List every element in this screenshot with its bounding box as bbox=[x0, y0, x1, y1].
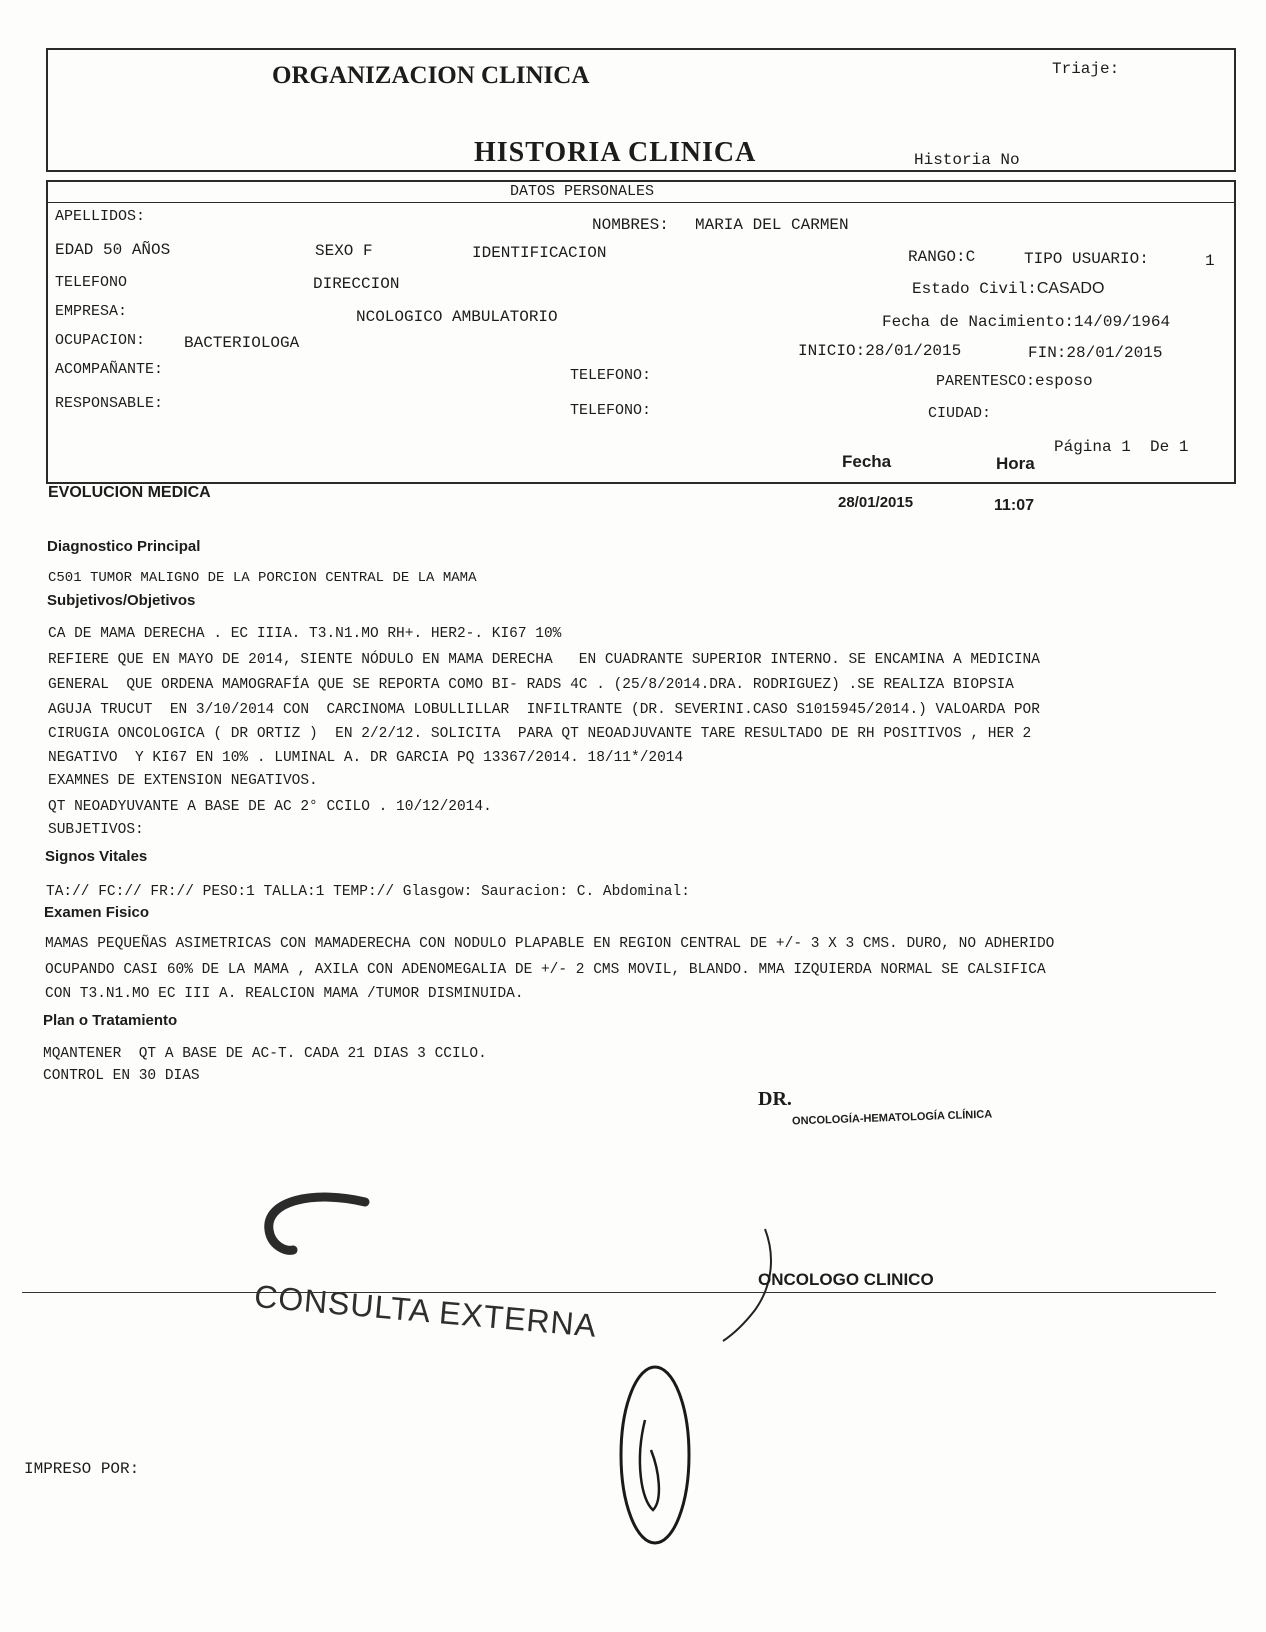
subjective-title: Subjetivos/Objetivos bbox=[47, 592, 196, 609]
plan-title: Plan o Tratamiento bbox=[43, 1012, 178, 1029]
start-date: INICIO:28/01/2015 bbox=[798, 342, 962, 360]
range-value: C bbox=[965, 248, 976, 266]
signature-title: ONCOLOGO CLINICO bbox=[758, 1270, 934, 1289]
exam-line: OCUPANDO CASI 60% DE LA MAMA , AXILA CON ADENOMEGALIA DE +/- 2 CMS MOVIL, BLANDO. MMA IZQUIERDA NORMAL SE CALSIFICA bbox=[45, 962, 1046, 978]
names-label: NOMBRES: bbox=[592, 216, 669, 234]
section-title-divider bbox=[48, 202, 1234, 203]
relationship: PARENTESCO:esposo bbox=[936, 372, 1093, 390]
exam-title: Examen Fisico bbox=[44, 904, 150, 921]
consulta-stamp-text: CONSULTA EXTERNA bbox=[252, 1278, 599, 1344]
subjective-line: SUBJETIVOS: bbox=[48, 822, 144, 838]
civil-status: Estado Civil:CASADO bbox=[912, 280, 1105, 298]
address-label: DIRECCION bbox=[313, 275, 400, 293]
subjective-line: NEGATIVO Y KI67 EN 10% . LUMINAL A. DR GARCIA PQ 13367/2014. 18/11*/2014 bbox=[48, 750, 684, 766]
user-type-value: 1 bbox=[1205, 252, 1215, 270]
subjective-line: GENERAL QUE ORDENA MAMOGRAFÍA QUE SE REPORTA COMO BI- RADS 4C . (25/8/2014.DRA. RODRIGUEZ) .SE REALIZA BIOPSIA bbox=[48, 677, 1014, 693]
birth-date-value: 14/09/1964 bbox=[1074, 313, 1171, 331]
organization-name: ORGANIZACION CLINICA bbox=[272, 62, 590, 89]
companion-label: ACOMPAÑANTE: bbox=[55, 361, 164, 378]
phone-label: TELEFONO bbox=[55, 274, 128, 291]
age-value: EDAD 50 AÑOS bbox=[55, 241, 171, 259]
page-info: Página 1 De 1 bbox=[1054, 438, 1189, 456]
start-date-value: 28/01/2015 bbox=[865, 342, 962, 360]
company-value: NCOLOGICO AMBULATORIO bbox=[356, 308, 558, 326]
surname-label: APELLIDOS: bbox=[55, 208, 146, 225]
exam-line: MAMAS PEQUEÑAS ASIMETRICAS CON MAMADERECHA CON NODULO PLAPABLE EN REGION CENTRAL DE +/- 3 X 3 CMS. DURO, NO ADHERIDO bbox=[45, 936, 1055, 952]
diagnosis-text: C501 TUMOR MALIGNO DE LA PORCION CENTRAL DE LA MAMA bbox=[48, 570, 477, 586]
vitals-text: TA:// FC:// FR:// PESO:1 TALLA:1 TEMP:// Glasgow: Sauracion: C. Abdominal: bbox=[46, 884, 690, 900]
civil-status-value: CASADO bbox=[1036, 280, 1105, 297]
date-header: Fecha bbox=[842, 452, 892, 471]
subjective-line: CIRUGIA ONCOLOGICA ( DR ORTIZ ) EN 2/2/12. SOLICITA PARA QT NEOADJUVANTE TARE RESULTADO DE RH POSITIVOS , HER 2 bbox=[48, 726, 1032, 742]
company-label: EMPRESA: bbox=[55, 303, 128, 320]
relationship-value: esposo bbox=[1035, 372, 1093, 390]
document-title: HISTORIA CLINICA bbox=[474, 137, 757, 168]
responsible-label: RESPONSABLE: bbox=[55, 395, 164, 412]
companion-phone-label: TELEFONO: bbox=[570, 367, 652, 384]
subjective-line: QT NEOADYUVANTE A BASE DE AC 2° CCILO . 10/12/2014. bbox=[48, 799, 492, 815]
end-date: FIN:28/01/2015 bbox=[1028, 344, 1163, 362]
subjective-line: AGUJA TRUCUT EN 3/10/2014 CON CARCINOMA LOBULLILLAR INFILTRANTE (DR. SEVERINI.CASO S1015945/2014.) VALOARDA POR bbox=[48, 702, 1040, 718]
plan-line: MQANTENER QT A BASE DE AC-T. CADA 21 DIAS 3 CCILO. bbox=[43, 1046, 487, 1062]
evolution-time: 11:07 bbox=[994, 497, 1035, 514]
exam-line: CON T3.N1.MO EC III A. REALCION MAMA /TUMOR DISMINUIDA. bbox=[45, 986, 524, 1002]
signature-line bbox=[22, 1292, 1216, 1293]
sex-value: SEXO F bbox=[315, 242, 373, 260]
responsible-phone-label: TELEFONO: bbox=[570, 402, 652, 419]
section-title: DATOS PERSONALES bbox=[510, 183, 655, 200]
subjective-line: EXAMNES DE EXTENSION NEGATIVOS. bbox=[48, 773, 318, 789]
occupation-label: OCUPACION: bbox=[55, 332, 146, 349]
handwritten-initial bbox=[605, 1360, 705, 1550]
occupation-value: BACTERIOLOGA bbox=[184, 334, 300, 352]
evolution-date: 28/01/2015 bbox=[838, 494, 914, 511]
identification-label: IDENTIFICACION bbox=[472, 244, 607, 262]
range-label: RANGO:C bbox=[908, 248, 976, 266]
names-value: MARIA DEL CARMEN bbox=[695, 216, 849, 234]
vitals-title: Signos Vitales bbox=[45, 848, 148, 865]
triage-label: Triaje: bbox=[1052, 60, 1120, 78]
printed-by-label: IMPRESO POR: bbox=[24, 1460, 140, 1478]
time-header: Hora bbox=[996, 454, 1035, 473]
plan-line: CONTROL EN 30 DIAS bbox=[43, 1068, 200, 1084]
subjective-line: REFIERE QUE EN MAYO DE 2014, SIENTE NÓDULO EN MAMA DERECHA EN CUADRANTE SUPERIOR INTERNO. SE ENCAMINA A MEDICINA bbox=[48, 652, 1040, 668]
record-number-label: Historia No bbox=[914, 151, 1020, 169]
evolution-title: EVOLUCION MEDICA bbox=[48, 484, 211, 501]
user-type-label: TIPO USUARIO: bbox=[1024, 250, 1149, 268]
subjective-line: CA DE MAMA DERECHA . EC IIIA. T3.N1.MO RH+. HER2-. KI67 10% bbox=[48, 626, 562, 642]
doctor-stamp-name: DR. bbox=[758, 1088, 792, 1110]
city-label: CIUDAD: bbox=[928, 405, 992, 422]
consulta-stamp-arc bbox=[255, 1190, 385, 1270]
birth-date: Fecha de Nacimiento:14/09/1964 bbox=[882, 313, 1171, 331]
doctor-stamp-specialty: ONCOLOGÍA-HEMATOLOGÍA CLÍNICA bbox=[791, 1108, 993, 1128]
diagnosis-title: Diagnostico Principal bbox=[47, 538, 201, 555]
end-date-value: 28/01/2015 bbox=[1066, 344, 1163, 362]
